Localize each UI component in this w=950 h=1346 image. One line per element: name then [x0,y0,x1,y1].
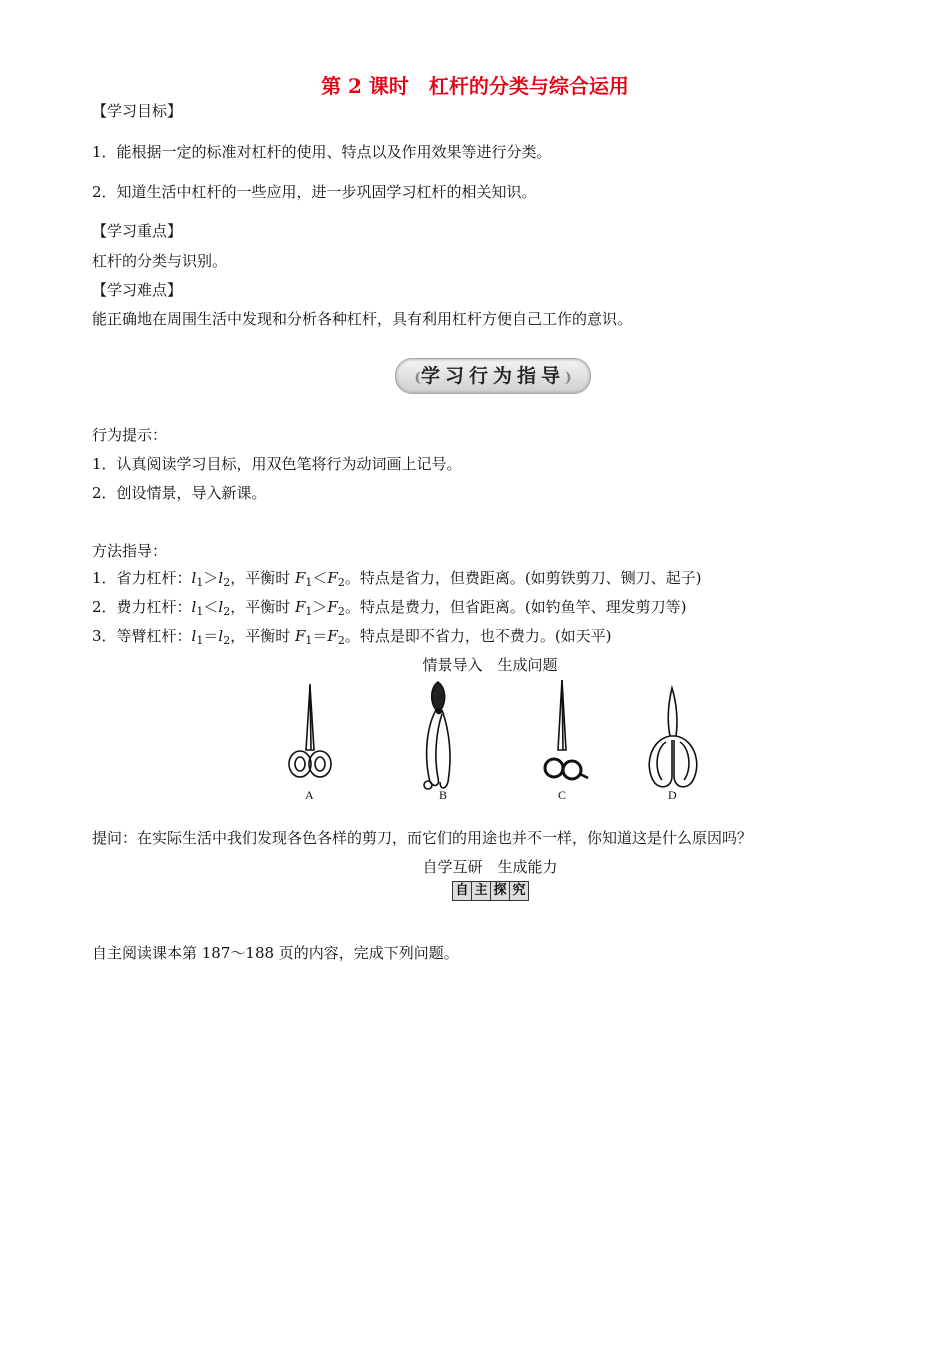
objectives-heading: 【学习目标】 [92,102,183,120]
key-points-heading: 【学习重点】 [92,222,183,240]
question-text: 提问：在实际生活中我们发现各色各样的剪刀，而它们的用途也并不一样，你知道这是什么原因吗？ [92,829,753,847]
figure-label-b: B [439,788,448,802]
method-item-3: 3．等臂杠杆：$l_1=l_2$，平衡时 $F_1=F_2$。特点是即不省力，也不费力。(如天平) [92,627,612,647]
section-banner [395,358,591,394]
reading-instruction: 自主阅读课本第 187～188 页的内容，完成下列问题。 [92,944,459,962]
banner-left-ornament: ( [414,370,421,386]
figure-label-a: A [305,788,314,802]
difficulties-text: 能正确地在周围生活中发现和分析各种杠杆，具有利用杠杆方便自己工作的意识。 [92,310,633,328]
figure-label-c: C [558,788,567,802]
key-points-text: 杠杆的分类与识别。 [92,252,228,270]
figure-label-d: D [668,788,677,802]
scissors-a-icon [289,684,331,777]
scissors-c-icon [545,680,588,779]
page-title: 第 2 课时 杠杆的分类与综合运用 [321,74,629,98]
scene-heading: 情景导入 生成问题 [422,656,558,674]
self-exploration-label: 自 主 探 究 [452,881,529,901]
method-item-2: 2．费力杠杆：$l_1<l_2$，平衡时 $F_1>F_2$。特点是费力，但省距离。(如钓鱼竿、理发剪刀等) [92,598,687,618]
self-study-heading: 自学互研 生成能力 [422,858,558,876]
scissors-b-icon [424,682,450,789]
difficulties-heading: 【学习难点】 [92,281,183,299]
behavior-item-1: 1．认真阅读学习目标，用双色笔将行为动词画上记号。 [92,455,462,473]
objective-item-2: 2．知道生活中杠杆的一些应用，进一步巩固学习杠杆的相关知识。 [92,183,537,201]
method-item-1: 1．省力杠杆：$l_1>l_2$，平衡时 $F_1<F_2$。特点是省力，但费距离。(如剪铁剪刀、铡刀、起子) [92,569,702,589]
banner-text: 学习行为指导 [420,365,565,387]
method-heading: 方法指导： [92,542,168,560]
scissors-figure [280,678,720,802]
behavior-item-2: 2．创设情景，导入新课。 [92,484,267,502]
banner-right-ornament: ) [565,370,572,386]
behavior-heading: 行为提示： [92,426,168,444]
scissors-d-icon [649,688,697,787]
objective-item-1: 1．能根据一定的标准对杠杆的使用、特点以及作用效果等进行分类。 [92,143,552,161]
